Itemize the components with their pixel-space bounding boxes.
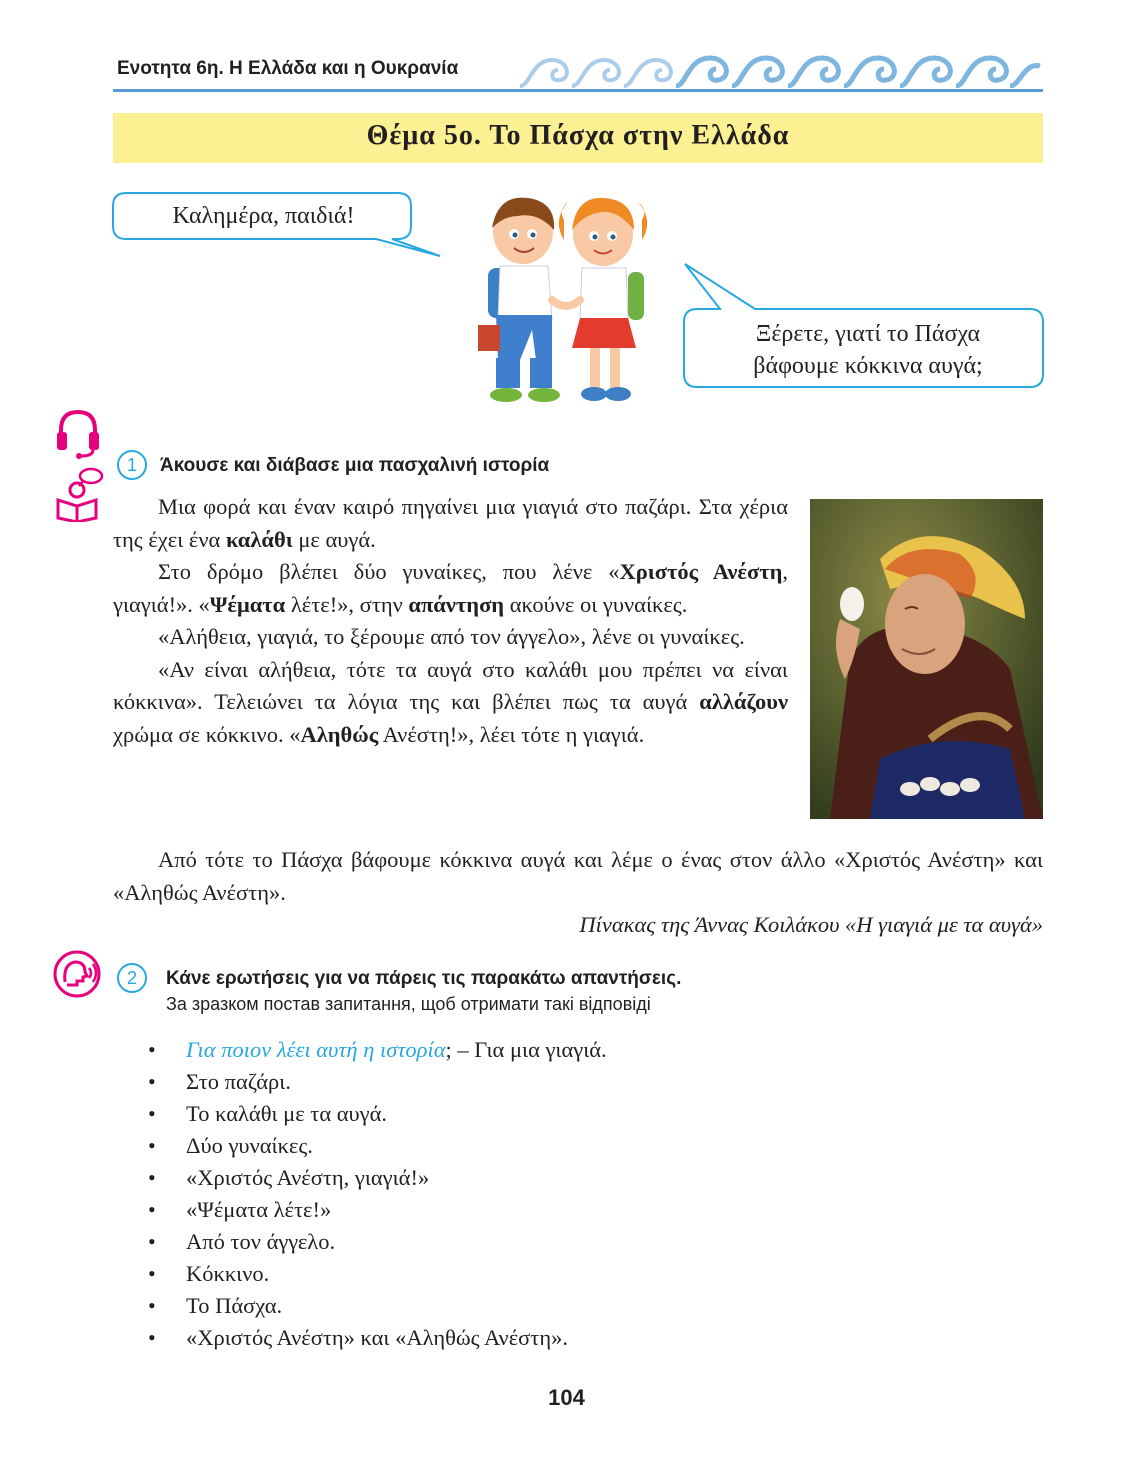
example-question: Για ποιον λέει αυτή η ιστορία [186,1037,446,1062]
exercise-1-number: 1 [117,450,147,480]
story-paragraph-2: Στο δρόμο βλέπει δύο γυναίκες, που λένε «Χριστός Ανέστη, γιαγιά!». «Ψέματα λέτε!», στην απάντηση ακούνε οι γυναίκες. [113,559,788,617]
list-item: • Δύο γυναίκες. [148,1130,607,1162]
headphones-icon [55,408,101,460]
exercise-2-number: 2 [117,963,147,993]
question-line-2: βάφουμε κόκκινα αυγά; [753,353,983,379]
exercise-1-title: Άκουσε και διάβασε μια πασχαλινή ιστορία [160,455,550,476]
greeting-text: Καλημέρα, παιδιά! [172,203,355,229]
story-text-upper [113,491,788,751]
list-item: • «Ψέματα λέτε!» [148,1194,607,1226]
theme-banner [113,113,1043,163]
list-item: • Στο παζάρι. [148,1066,607,1098]
story-paragraph-5: Από τότε το Πάσχα βάφουμε κόκκινα αυγά και λέμε ο ένας στον άλλο «Χριστός Ανέστη» και «Αληθώς Ανέστη». [113,847,1043,905]
question-text [684,318,1052,382]
story-text-lower [113,844,1043,909]
reading-child-icon [55,466,105,522]
list-item: • «Χριστός Ανέστη» και «Αληθώς Ανέστη». [148,1322,607,1354]
list-item: • Το Πάσχα. [148,1290,607,1322]
answers-list [148,1034,607,1354]
story-paragraph-4: «Αν είναι αλήθεια, τότε τα αυγά στο καλάθι μου πρέπει να είναι κόκκινα». Τελειώνει τα λόγια της και βλέπει πως τα αυγά αλλάζουν χρώμα σε κόκκινο. «Αληθώς Ανέστη!», λέει τότε η γιαγιά. [113,656,788,747]
wave-ornament [520,52,1043,88]
list-item [148,1034,607,1066]
list-item: • «Χριστός Ανέστη, γιαγιά!» [148,1162,607,1194]
speaking-head-icon [53,950,105,998]
story-paragraph-1: Μια φορά και έναν καιρό πηγαίνει μια γιαγιά στο παζάρι. Στα χέρια της έχει ένα καλάθι με αυγά. [113,494,788,552]
question-line-1: Ξέρετε, γιατί το Πάσχα [755,321,981,347]
children-illustration [468,190,668,415]
header-rule [113,89,1043,92]
unit-title: Ενοτητα 6η. Η Ελλάδα και η Ουκρανία [117,58,459,79]
speech-bubble-left [110,190,450,270]
list-item: • Από τον άγγελο. [148,1226,607,1258]
grandmother-painting [810,499,1043,819]
list-item: • Κόκκινο. [148,1258,607,1290]
painting-caption: Πίνακας της Άννας Κοιλάκου «Η γιαγιά με τα αυγά» [579,912,1043,937]
example-answer: ; – Για μια γιαγιά. [445,1037,607,1062]
list-item: • Το καλάθι με τα αυγά. [148,1098,607,1130]
theme-title: Θέμα 5ο. Το Πάσχα στην Ελλάδα [366,120,790,151]
exercise-2-title: Κάνε ερωτήσεις για να πάρεις τις παρακάτω απαντήσεις. [166,968,682,989]
exercise-2-subtitle: За зразком постав запитання, щоб отримати такі відповіді [166,994,651,1014]
story-paragraph-3: «Αλήθεια, γιαγιά, το ξέρουμε από τον άγγελο», λένε οι γυναίκες. [158,624,745,649]
page-number: 104 [548,1385,585,1410]
